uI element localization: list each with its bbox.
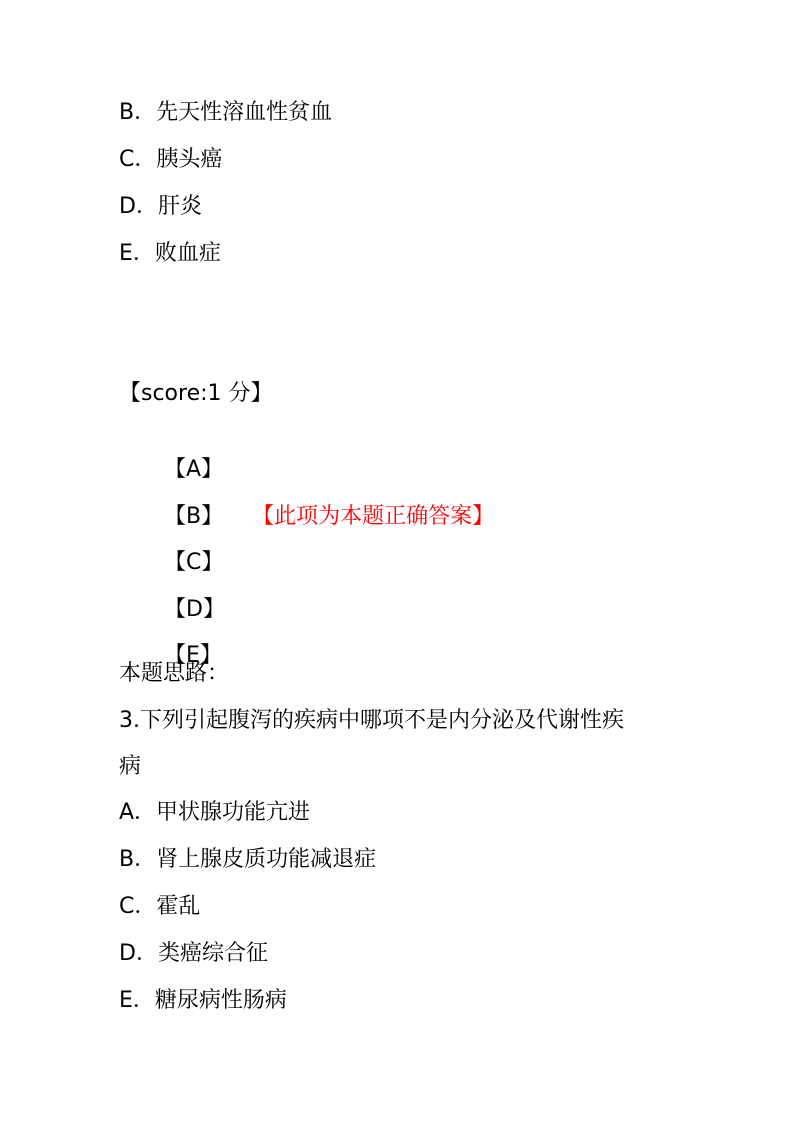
answer-label: 【C】 xyxy=(164,550,224,575)
q3-stem-line1: 3.下列引起腹泻的疾病中哪项不是内分泌及代谢性疾 xyxy=(119,708,624,733)
q2-option-c: C．胰头癌 xyxy=(119,147,223,172)
q2-option-b: B．先天性溶血性贫血 xyxy=(119,100,333,125)
answer-label: 【E】 xyxy=(164,643,222,668)
q2-option-e: E．败血症 xyxy=(119,241,221,266)
q2-option-d: D．肝炎 xyxy=(119,194,202,219)
explanation-label: 本题思路： xyxy=(119,661,230,686)
score-line: 【score:1 分】 xyxy=(119,381,273,406)
q3-option-a: A．甲状腺功能亢进 xyxy=(119,800,311,825)
q3-option-d: D．类癌综合征 xyxy=(119,941,268,966)
correct-answer-note: 【此项为本题正确答案】 xyxy=(263,504,495,529)
q3-option-b: B．肾上腺皮质功能减退症 xyxy=(119,847,377,872)
answer-label: 【A】 xyxy=(164,457,224,482)
answer-label: 【B】 xyxy=(164,504,224,529)
q3-option-c: C．霍乱 xyxy=(119,894,201,919)
q3-stem-line2: 病 xyxy=(119,754,142,779)
q3-option-e: E．糖尿病性肠病 xyxy=(119,988,287,1013)
answer-label: 【D】 xyxy=(164,597,225,622)
